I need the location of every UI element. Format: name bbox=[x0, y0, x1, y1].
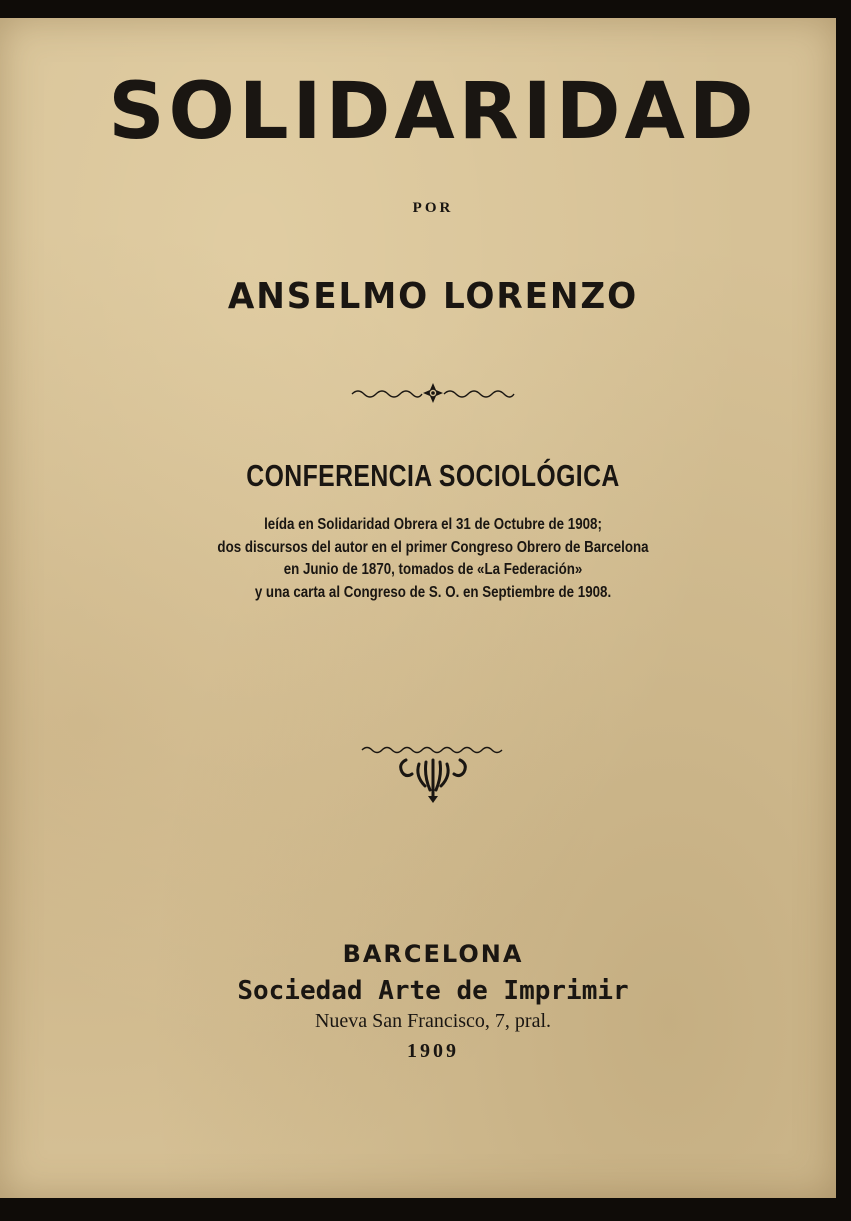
description-line: y una carta al Congreso de S. O. en Septiembre de 1908. bbox=[254, 583, 612, 601]
imprint-address: Nueva San Francisco, 7, pral. bbox=[314, 1010, 552, 1032]
book-title: SOLIDARIDAD bbox=[108, 67, 758, 157]
imprint-year: 1909 bbox=[407, 1040, 459, 1062]
imprint-city: BARCELONA bbox=[342, 940, 524, 968]
by-label: POR bbox=[412, 200, 454, 216]
description-line: dos discursos del autor en el primer Congreso Obrero de Barcelona bbox=[217, 538, 649, 556]
description bbox=[86, 514, 779, 604]
subtitle: CONFERENCIA SOCIOLÓGICA bbox=[246, 458, 620, 493]
imprint-publisher: Sociedad Arte de Imprimir bbox=[237, 976, 629, 1006]
star-ornament-icon bbox=[30, 378, 836, 408]
description-line: en Junio de 1870, tomados de «La Federación» bbox=[283, 561, 583, 578]
fleuron-ornament-icon bbox=[30, 740, 836, 804]
description-line: leída en Solidaridad Obrera el 31 de Octubre de 1908; bbox=[264, 516, 602, 533]
author-name: ANSELMO LORENZO bbox=[227, 276, 639, 317]
